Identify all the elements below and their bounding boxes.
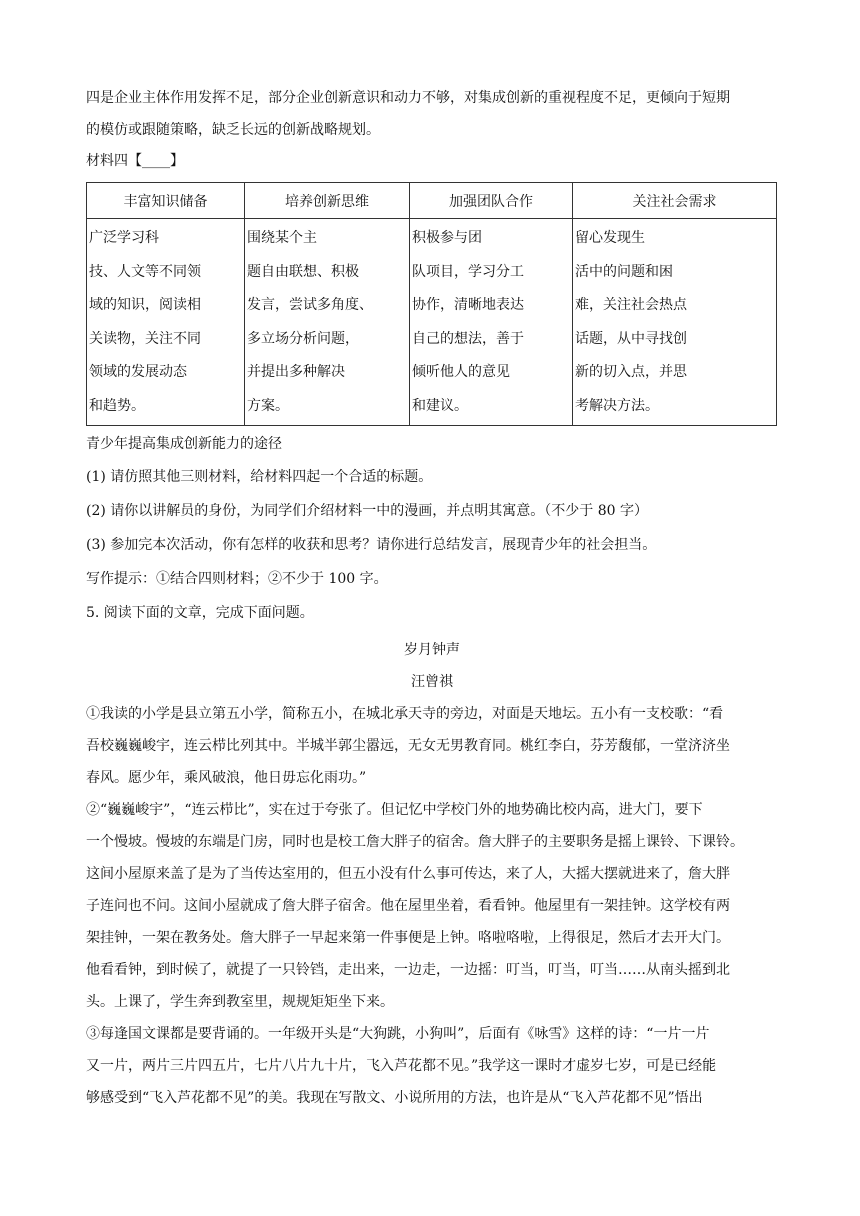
table-cell [87, 219, 245, 426]
document-page [86, 82, 778, 1114]
cell-line: 关读物，关注不同 [89, 330, 201, 347]
cell-line: 活中的问题和困 [575, 263, 673, 280]
table-cell [245, 219, 410, 426]
article-title: 岁月钟声 [404, 642, 460, 658]
cell-line: 和趋势。 [89, 397, 145, 414]
material-table [86, 182, 777, 426]
intro-line: 四是企业主体作用发挥不足，部分企业创新意识和动力不够，对集成创新的重视程度不足，更倾向于短期 [86, 90, 730, 106]
article-line: 吾校巍巍峻宇，连云栉比列其中。半城半郭尘嚣远，无女无男教育同。桃红李白，芬芳馥郁，一堂济济坐 [86, 738, 730, 754]
cell-line: 方案。 [247, 397, 289, 414]
article-line: 子连问也不问。这间小屋就成了詹大胖子宿舍。他在屋里坐着，看看钟。他屋里有一架挂钟。这学校有两 [86, 898, 730, 914]
cell-line: 域的知识，阅读相 [89, 297, 201, 313]
article-author: 汪曾祺 [411, 674, 453, 690]
cell-line: 技、人文等不同领 [89, 263, 201, 280]
table-header-cell: 丰富知识储备 [87, 183, 245, 219]
cell-line: 领域的发展动态 [89, 364, 187, 380]
question-heading: 5. 阅读下面的文章，完成下面问题。 [86, 605, 314, 621]
article-line: 这间小屋原来盖了是为了当传达室用的，但五小没有什么事可传达，来了人，大摇大摆就进来了，詹大胖 [86, 866, 730, 882]
cell-line: 倾听他人的意见 [412, 364, 510, 380]
cell-line: 积极参与团 [412, 230, 482, 246]
question: (3) 参加完本次活动，你有怎样的收获和思考？请你进行总结发言，展现青少年的社会担当。 [86, 537, 657, 553]
cell-line: 难，关注社会热点 [575, 297, 687, 313]
material-label: 材料四【____】 [86, 153, 184, 169]
table-cell [573, 219, 777, 426]
article-line: ①我读的小学是县立第五小学，简称五小，在城北承天寺的旁边，对面是天地坛。五小有一支校歌：“看 [86, 706, 724, 722]
article-line: ②“巍巍峻宇”，“连云栉比”，实在过于夸张了。但记忆中学校门外的地势确比校内高，进大门，要下 [86, 802, 703, 818]
cell-line: 多立场分析问题， [247, 330, 359, 347]
cell-line: 新的切入点，并思 [575, 364, 687, 380]
article-line: 一个慢坡。慢坡的东端是门房，同时也是校工詹大胖子的宿舍。詹大胖子的主要职务是摇上课铃、下课铃。 [86, 834, 744, 850]
cell-line: 话题，从中寻找创 [575, 330, 687, 347]
cell-line: 题自由联想、积极 [247, 263, 359, 280]
cell-line: 围绕某个主 [247, 230, 317, 246]
cell-line: 留心发现生 [575, 230, 645, 246]
cell-line: 并提出多种解决 [247, 364, 345, 380]
table-header-cell: 关注社会需求 [573, 183, 777, 219]
cell-line: 广泛学习科 [89, 230, 159, 246]
cell-line: 考解决方法。 [575, 397, 659, 414]
table-caption: 青少年提高集成创新能力的途径 [86, 436, 282, 452]
intro-line: 的模仿或跟随策略，缺乏长远的创新战略规划。 [86, 122, 380, 138]
cell-line: 和建议。 [412, 397, 468, 414]
article-line: 他看看钟，到时候了，就提了一只铃铛，走出来，一边走，一边摇：叮当，叮当，叮当……从南头摇到北 [86, 962, 730, 978]
writing-tips: 写作提示：①结合四则材料；②不少于 100 字。 [86, 571, 388, 587]
article-line: 够感受到“飞入芦花都不见”的美。我现在写散文、小说所用的方法，也许是从“飞入芦花都不见”悟出 [86, 1090, 703, 1106]
cell-line: 队项目，学习分工 [412, 263, 524, 280]
table-header-cell: 加强团队合作 [410, 183, 573, 219]
article-line: 架挂钟，一架在教务处。詹大胖子一早起来第一件事便是上钟。咯啦咯啦，上得很足，然后才去开大门。 [86, 930, 730, 946]
article-body [86, 698, 778, 1114]
table-header-cell: 培养创新思维 [245, 183, 410, 219]
article-line: 春风。愿少年，乘风破浪，他日毋忘化雨功。” [86, 770, 367, 786]
article-line: 头。上课了，学生奔到教室里，规规矩矩坐下来。 [86, 994, 394, 1010]
cell-line: 发言，尝试多角度、 [247, 297, 373, 313]
cell-line: 自己的想法，善于 [412, 330, 524, 347]
question: (1) 请仿照其他三则材料，给材料四起一个合适的标题。 [86, 469, 433, 485]
question: (2) 请你以讲解员的身份，为同学们介绍材料一中的漫画，并点明其寓意。（不少于 80 字） [86, 503, 648, 519]
article-line: ③每逢国文课都是要背诵的。一年级开头是“大狗跳，小狗叫”，后面有《咏雪》这样的诗：“一片一片 [86, 1026, 710, 1042]
article-line: 又一片，两片三片四五片，七片八片九十片，飞入芦花都不见。”我学这一课时才虚岁七岁，可是已经能 [86, 1058, 717, 1074]
cell-line: 协作，清晰地表达 [412, 297, 524, 313]
table-row [87, 219, 777, 426]
table-header-row [87, 183, 777, 219]
table-cell [410, 219, 573, 426]
